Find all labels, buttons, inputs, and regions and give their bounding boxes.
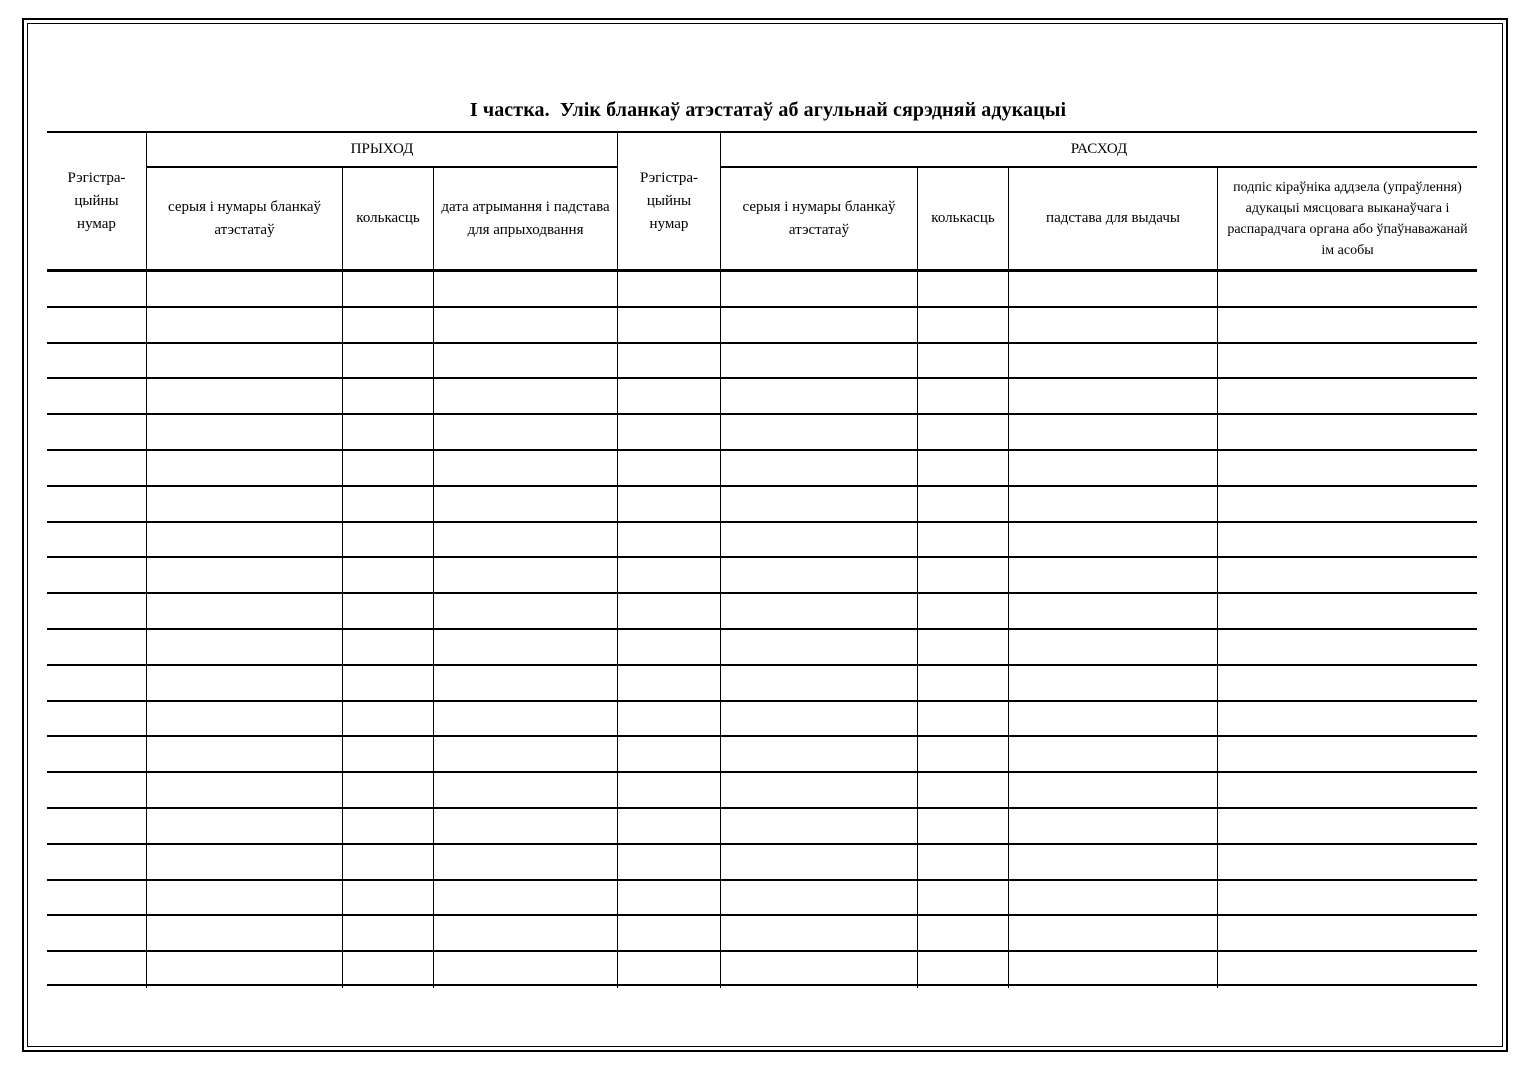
header-outgoing-series-numbers: серыя і нумары бланкаў атэстатаў — [721, 168, 918, 272]
ledger-entry-cell[interactable] — [918, 415, 1009, 451]
ledger-entry-cell[interactable] — [1009, 809, 1218, 845]
ledger-entry-cell[interactable] — [47, 845, 147, 881]
ledger-entry-cell[interactable] — [147, 594, 343, 630]
ledger-entry-cell[interactable] — [721, 916, 918, 952]
ledger-entry-cell[interactable] — [147, 809, 343, 845]
ledger-entry-cell[interactable] — [618, 451, 721, 487]
ledger-entry-cell[interactable] — [147, 630, 343, 666]
ledger-entry-cell[interactable] — [343, 881, 434, 917]
header-incoming-quantity: колькасць — [343, 168, 434, 272]
ledger-entry-cell[interactable] — [147, 451, 343, 487]
ledger-entry-cell[interactable] — [343, 523, 434, 559]
ledger-entry-cell[interactable] — [434, 952, 618, 988]
ledger-entry-cell[interactable] — [721, 702, 918, 738]
ledger-entry-cell[interactable] — [1218, 344, 1477, 380]
ledger-entry-cell[interactable] — [434, 344, 618, 380]
ledger-entry-cell[interactable] — [721, 451, 918, 487]
ledger-entry-cell[interactable] — [434, 558, 618, 594]
ledger-entry-cell[interactable] — [1009, 272, 1218, 308]
ledger-entry-cell[interactable] — [1218, 379, 1477, 415]
ledger-entry-cell[interactable] — [147, 737, 343, 773]
ledger-entry-cell[interactable] — [47, 415, 147, 451]
header-incoming-group: ПРЫХОД — [147, 133, 618, 168]
ledger-entry-cell[interactable] — [434, 487, 618, 523]
ledger-entry-cell[interactable] — [918, 702, 1009, 738]
ledger-entry-cell[interactable] — [721, 308, 918, 344]
ledger-entry-cell[interactable] — [721, 558, 918, 594]
ledger-entry-cell[interactable] — [918, 379, 1009, 415]
ledger-entry-cell[interactable] — [918, 558, 1009, 594]
header-outgoing-quantity: колькасць — [918, 168, 1009, 272]
ledger-entry-cell[interactable] — [618, 308, 721, 344]
ledger-entry-cell[interactable] — [721, 666, 918, 702]
ledger-entry-cell[interactable] — [434, 415, 618, 451]
ledger-entry-cell[interactable] — [618, 415, 721, 451]
ledger-entry-cell[interactable] — [1009, 523, 1218, 559]
ledger-entry-cell[interactable] — [721, 952, 918, 988]
ledger-entry-cell[interactable] — [618, 272, 721, 308]
ledger-entry-cell[interactable] — [721, 630, 918, 666]
ledger-entry-cell[interactable] — [1009, 952, 1218, 988]
ledger-entry-cell[interactable] — [47, 594, 147, 630]
ledger-entry-cell[interactable] — [1009, 702, 1218, 738]
ledger-entry-cell[interactable] — [47, 308, 147, 344]
ledger-entry-cell[interactable] — [343, 773, 434, 809]
ledger-entry-cell[interactable] — [47, 558, 147, 594]
ledger-entry-cell[interactable] — [618, 881, 721, 917]
ledger-entry-cell[interactable] — [434, 666, 618, 702]
ledger-entry-cell[interactable] — [618, 523, 721, 559]
header-outgoing-group: РАСХОД — [721, 133, 1477, 168]
ledger-entry-cell[interactable] — [343, 594, 434, 630]
ledger-entry-cell[interactable] — [618, 773, 721, 809]
ledger-entry-cell[interactable] — [1009, 881, 1218, 917]
ledger-entry-cell[interactable] — [47, 809, 147, 845]
ledger-entry-cell[interactable] — [1009, 558, 1218, 594]
ledger-entry-cell[interactable] — [343, 415, 434, 451]
ledger-entry-cell[interactable] — [47, 881, 147, 917]
ledger-entry-cell[interactable] — [1009, 379, 1218, 415]
ledger-entry-cell[interactable] — [1218, 773, 1477, 809]
ledger-entry-cell[interactable] — [618, 344, 721, 380]
ledger-entry-cell[interactable] — [918, 451, 1009, 487]
ledger-entry-cell[interactable] — [1009, 344, 1218, 380]
ledger-entry-cell[interactable] — [918, 952, 1009, 988]
ledger-entry-cell[interactable] — [147, 558, 343, 594]
ledger-entry-cell[interactable] — [147, 702, 343, 738]
ledger-entry-cell[interactable] — [1009, 487, 1218, 523]
ledger-entry-cell[interactable] — [618, 809, 721, 845]
ledger-entry-cell[interactable] — [343, 344, 434, 380]
ledger-entry-cell[interactable] — [918, 809, 1009, 845]
ledger-entry-cell[interactable] — [47, 702, 147, 738]
ledger-entry-cell[interactable] — [1218, 881, 1477, 917]
header-outgoing-issue-basis: падстава для выдачы — [1009, 168, 1218, 272]
ledger-entry-cell[interactable] — [434, 916, 618, 952]
ledger-entry-cell[interactable] — [147, 344, 343, 380]
ledger-entry-cell[interactable] — [618, 845, 721, 881]
header-outgoing-registration-number: Рэгістра- цыйны нумар — [618, 133, 721, 272]
ledger-entry-cell[interactable] — [343, 379, 434, 415]
ledger-entry-cell[interactable] — [618, 702, 721, 738]
ledger-entry-cell[interactable] — [434, 272, 618, 308]
ledger-entry-cell[interactable] — [1218, 702, 1477, 738]
ledger-entry-cell[interactable] — [918, 594, 1009, 630]
ledger-entry-cell[interactable] — [343, 702, 434, 738]
header-outgoing-signature: подпіс кіраўніка аддзела (упраўлення) адукацыі мясцовага выканаўчага і распарадчага органа або ўпаўнаважанай ім асобы — [1218, 168, 1477, 272]
ledger-entry-cell[interactable] — [47, 666, 147, 702]
ledger-entry-cell[interactable] — [1009, 308, 1218, 344]
ledger-entry-cell[interactable] — [721, 379, 918, 415]
ledger-entry-cell[interactable] — [434, 845, 618, 881]
ledger-entry-cell[interactable] — [47, 487, 147, 523]
ledger-entry-cell[interactable] — [343, 845, 434, 881]
ledger-entry-cell[interactable] — [147, 916, 343, 952]
ledger-entry-cell[interactable] — [721, 773, 918, 809]
ledger-entry-cell[interactable] — [918, 630, 1009, 666]
ledger-entry-cell[interactable] — [47, 451, 147, 487]
header-incoming-registration-number: Рэгістра- цыйны нумар — [47, 133, 147, 272]
ledger-entry-cell[interactable] — [1009, 415, 1218, 451]
ledger-entry-cell[interactable] — [721, 344, 918, 380]
ledger-entry-cell[interactable] — [343, 666, 434, 702]
ledger-entry-cell[interactable] — [1009, 666, 1218, 702]
document-title: I частка. Улік бланкаў атэстатаў аб агульнай сярэдняй адукацыі — [469, 99, 1067, 121]
ledger-entry-cell[interactable] — [47, 379, 147, 415]
ledger-entry-cell[interactable] — [918, 916, 1009, 952]
ledger-entry-cell[interactable] — [434, 594, 618, 630]
ledger-entry-cell[interactable] — [721, 487, 918, 523]
ledger-entry-cell[interactable] — [721, 415, 918, 451]
ledger-entry-cell[interactable] — [618, 594, 721, 630]
ledger-entry-cell[interactable] — [618, 737, 721, 773]
ledger-entry-cell[interactable] — [721, 881, 918, 917]
ledger-entry-cell[interactable] — [1218, 737, 1477, 773]
ledger-entry-cell[interactable] — [1009, 737, 1218, 773]
ledger-entry-cell[interactable] — [618, 630, 721, 666]
ledger-entry-cell[interactable] — [1218, 916, 1477, 952]
ledger-entry-cell[interactable] — [1218, 845, 1477, 881]
ledger-entry-cell[interactable] — [918, 881, 1009, 917]
ledger-entry-cell[interactable] — [147, 308, 343, 344]
ledger-entry-cell[interactable] — [343, 308, 434, 344]
header-incoming-date-basis: дата атрымання і падстава для апрыходвання — [434, 168, 618, 272]
ledger-entry-cell[interactable] — [147, 272, 343, 308]
ledger-entry-cell[interactable] — [918, 523, 1009, 559]
ledger-entry-cell[interactable] — [618, 666, 721, 702]
ledger-entry-cell[interactable] — [343, 451, 434, 487]
ledger-entry-cell[interactable] — [1218, 523, 1477, 559]
ledger-entry-cell[interactable] — [918, 773, 1009, 809]
ledger-entry-cell[interactable] — [434, 702, 618, 738]
ledger-entry-cell[interactable] — [1218, 487, 1477, 523]
ledger-entry-cell[interactable] — [147, 952, 343, 988]
ledger-entry-cell[interactable] — [147, 845, 343, 881]
ledger-entry-cell[interactable] — [721, 809, 918, 845]
ledger-entry-cell[interactable] — [618, 952, 721, 988]
ledger-entry-cell[interactable] — [1009, 594, 1218, 630]
ledger-entry-cell[interactable] — [434, 308, 618, 344]
ledger-entry-cell[interactable] — [618, 379, 721, 415]
ledger-entry-cell[interactable] — [343, 487, 434, 523]
ledger-entry-cell[interactable] — [1218, 308, 1477, 344]
ledger-entry-cell[interactable] — [147, 487, 343, 523]
ledger-entry-cell[interactable] — [343, 630, 434, 666]
ledger-entry-cell[interactable] — [343, 916, 434, 952]
ledger-entry-cell[interactable] — [918, 272, 1009, 308]
ledger-entry-cell[interactable] — [1009, 916, 1218, 952]
ledger-entry-cell[interactable] — [147, 379, 343, 415]
ledger-entry-cell[interactable] — [47, 272, 147, 308]
ledger-entry-cell[interactable] — [618, 487, 721, 523]
ledger-entry-cell[interactable] — [1218, 272, 1477, 308]
header-incoming-series-numbers: серыя і нумары бланкаў атэстатаў — [147, 168, 343, 272]
ledger-entry-cell[interactable] — [434, 809, 618, 845]
ledger-entry-cell[interactable] — [47, 952, 147, 988]
ledger-entry-cell[interactable] — [918, 344, 1009, 380]
ledger-entry-cell[interactable] — [343, 737, 434, 773]
ledger-entry-cell[interactable] — [918, 487, 1009, 523]
ledger-entry-cell[interactable] — [47, 523, 147, 559]
ledger-entry-cell[interactable] — [147, 773, 343, 809]
ledger-entry-cell[interactable] — [147, 881, 343, 917]
ledger-entry-cell[interactable] — [1009, 773, 1218, 809]
ledger-entry-cell[interactable] — [434, 379, 618, 415]
ledger-entry-cell[interactable] — [1218, 594, 1477, 630]
ledger-entry-cell[interactable] — [47, 630, 147, 666]
ledger-entry-cell[interactable] — [47, 916, 147, 952]
ledger-entry-cell[interactable] — [721, 523, 918, 559]
ledger-entry-cell[interactable] — [1009, 630, 1218, 666]
ledger-entry-cell[interactable] — [434, 881, 618, 917]
ledger-entry-cell[interactable] — [1009, 451, 1218, 487]
ledger-entry-cell[interactable] — [1218, 630, 1477, 666]
ledger-entry-cell[interactable] — [918, 737, 1009, 773]
ledger-entry-cell[interactable] — [343, 952, 434, 988]
ledger-entry-cell[interactable] — [343, 272, 434, 308]
ledger-entry-cell[interactable] — [721, 594, 918, 630]
ledger-entry-cell[interactable] — [1218, 809, 1477, 845]
ledger-entry-cell[interactable] — [1009, 845, 1218, 881]
ledger-entry-cell[interactable] — [434, 773, 618, 809]
ledger-entry-cell[interactable] — [434, 737, 618, 773]
ledger-entry-cell[interactable] — [47, 737, 147, 773]
ledger-entry-cell[interactable] — [147, 415, 343, 451]
ledger-entry-cell[interactable] — [147, 666, 343, 702]
ledger-entry-cell[interactable] — [918, 666, 1009, 702]
ledger-entry-cell[interactable] — [434, 523, 618, 559]
ledger-entry-cell[interactable] — [147, 523, 343, 559]
ledger-table — [47, 131, 1477, 986]
ledger-entry-cell[interactable] — [721, 737, 918, 773]
ledger-entry-cell[interactable] — [47, 344, 147, 380]
ledger-entry-cell[interactable] — [1218, 666, 1477, 702]
ledger-entry-cell[interactable] — [618, 916, 721, 952]
ledger-entry-cell[interactable] — [47, 773, 147, 809]
ledger-entry-cell[interactable] — [1218, 558, 1477, 594]
ledger-entry-cell[interactable] — [343, 809, 434, 845]
ledger-entry-cell[interactable] — [1218, 952, 1477, 988]
ledger-entry-cell[interactable] — [918, 308, 1009, 344]
ledger-entry-cell[interactable] — [721, 272, 918, 308]
ledger-entry-cell[interactable] — [618, 558, 721, 594]
ledger-entry-cell[interactable] — [1218, 415, 1477, 451]
ledger-entry-cell[interactable] — [343, 558, 434, 594]
ledger-entry-cell[interactable] — [1218, 451, 1477, 487]
ledger-entry-cell[interactable] — [721, 845, 918, 881]
ledger-entry-cell[interactable] — [434, 451, 618, 487]
ledger-entry-cell[interactable] — [434, 630, 618, 666]
ledger-entry-cell[interactable] — [918, 845, 1009, 881]
